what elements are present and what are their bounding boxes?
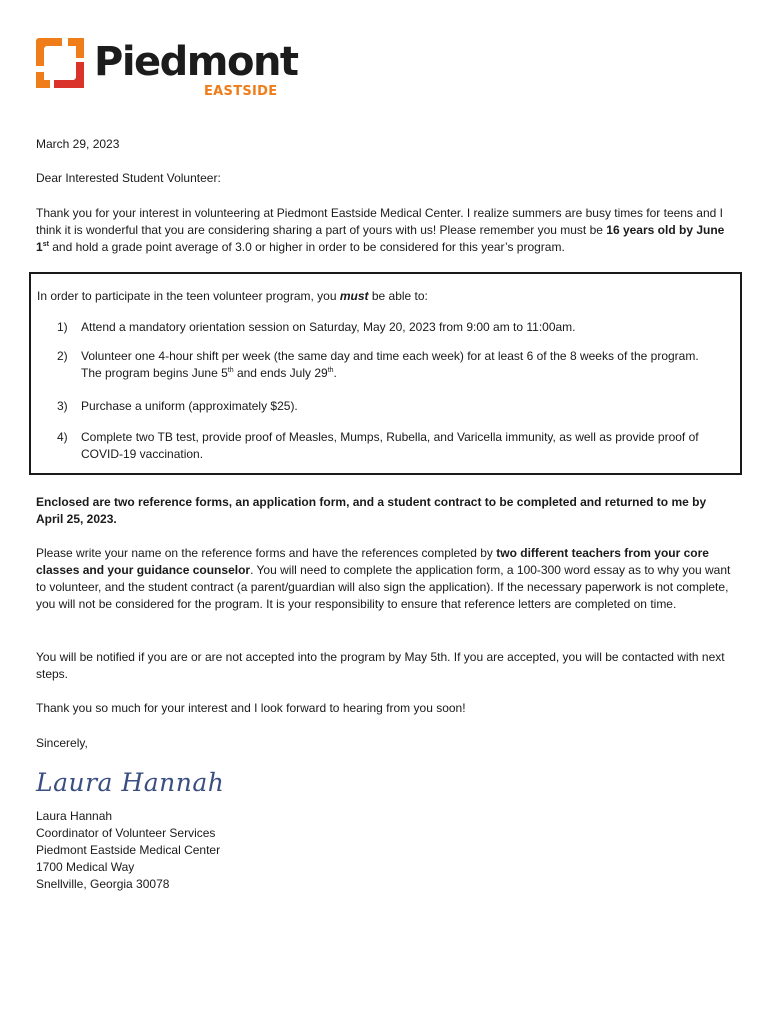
requirements-intro-post: be able to:	[368, 289, 428, 303]
sender-name: Laura Hannah	[36, 809, 113, 823]
piedmont-logo	[34, 36, 298, 102]
requirement-text-post: .	[333, 366, 337, 380]
logo-subtitle: EASTSIDE	[204, 84, 278, 99]
intro-paragraph	[36, 205, 736, 256]
reference-text-post: . You will need to complete the application form, a 100-300 word essay as to why you want to volunteer, and the student contract (a parent/guardian will also sign the application). If the necessary paperwork is not complete, you will not be considered for the program. It is your responsibility to ensure that reference letters are completed on time.	[36, 563, 731, 611]
notification-paragraph: You will be notified if you are or are not accepted into the program by May 5th. If you are accepted, you will be contacted with next steps.	[36, 650, 725, 681]
requirement-item	[57, 348, 707, 382]
reference-text-pre: Please write your name on the reference forms and have the references completed by	[36, 546, 497, 560]
sender-city: Snellville, Georgia 30078	[36, 877, 170, 891]
sender-title: Coordinator of Volunteer Services	[36, 826, 216, 840]
intro-superscript: st	[42, 241, 49, 248]
requirements-box	[29, 272, 742, 475]
requirement-text-pre: Volunteer one 4-hour shift per week (the same day and time each week) for at least 6 of the 8 weeks of the program. The program begins June 5	[81, 349, 699, 380]
requirement-text: Purchase a uniform (approximately $25).	[81, 399, 298, 413]
thanks-paragraph: Thank you so much for your interest and I look forward to hearing from you soon!	[36, 701, 466, 715]
sender-street: 1700 Medical Way	[36, 860, 135, 874]
requirement-superscript: th	[227, 367, 234, 374]
letter-date: March 29, 2023	[36, 137, 120, 151]
requirement-number: 1)	[57, 320, 68, 334]
closing: Sincerely,	[36, 736, 88, 750]
intro-bold-text: 16 years old by June 1	[36, 223, 725, 254]
requirements-intro	[37, 288, 428, 305]
requirement-number: 3)	[57, 399, 68, 413]
requirement-text: Complete two TB test, provide proof of Measles, Mumps, Rubella, and Varicella immunity, as well as provide proof of COVID-19 vaccination.	[81, 430, 699, 461]
intro-text-1: Thank you for your interest in volunteering at Piedmont Eastside Medical Center. I realize summers are busy times for teens and I think it is wonderful that you are considering sharing a part of yours with us! Please remember you must be	[36, 206, 723, 237]
handwritten-signature: Laura Hannah	[36, 768, 225, 797]
sender-block	[36, 808, 220, 893]
requirement-item	[57, 429, 707, 463]
reference-paragraph	[36, 545, 736, 613]
salutation: Dear Interested Student Volunteer:	[36, 171, 221, 185]
requirements-intro-pre: In order to participate in the teen volunteer program, you	[37, 289, 340, 303]
requirement-text	[81, 348, 707, 382]
logo-name: Piedmont	[94, 39, 298, 85]
requirement-text-mid: and ends July 29	[233, 366, 328, 380]
enclosed-paragraph: Enclosed are two reference forms, an application form, and a student contract to be completed and returned to me by April 25, 2023.	[36, 495, 707, 526]
requirement-text: Attend a mandatory orientation session on Saturday, May 20, 2023 from 9:00 am to 11:00am.	[81, 320, 576, 334]
requirement-superscript: th	[327, 367, 334, 374]
requirement-item	[57, 319, 707, 336]
requirement-number: 4)	[57, 430, 68, 444]
requirement-number: 2)	[57, 349, 68, 363]
intro-text-2: and hold a grade point average of 3.0 or higher in order to be considered for this year’s program.	[48, 240, 565, 254]
sender-organization: Piedmont Eastside Medical Center	[36, 843, 221, 857]
reference-text-bold: two different teachers from your core classes and your guidance counselor	[36, 546, 709, 577]
piedmont-mark-icon	[34, 36, 86, 92]
requirement-item	[57, 398, 707, 415]
requirements-emphasis: must	[339, 289, 369, 303]
